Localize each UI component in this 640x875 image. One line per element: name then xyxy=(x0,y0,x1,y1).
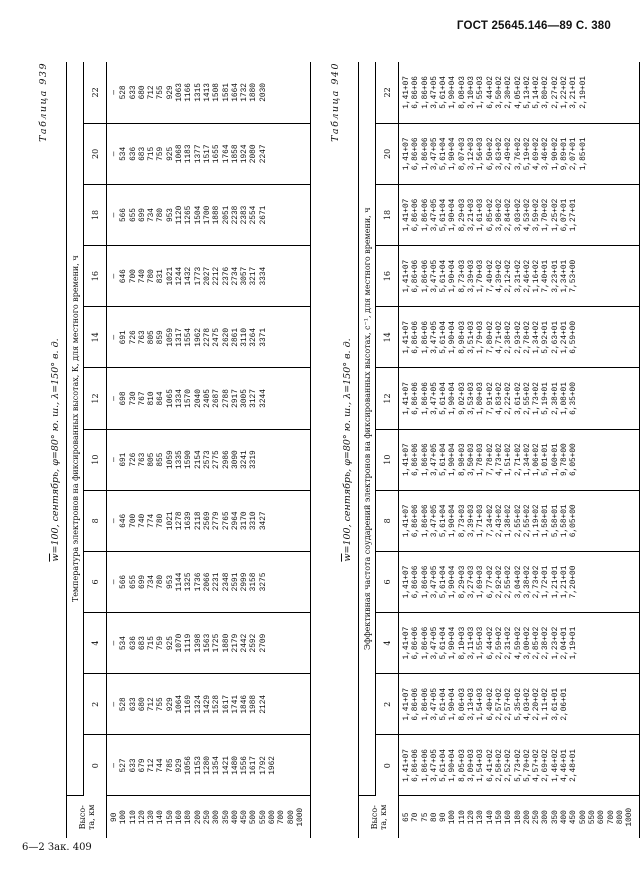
hours-row xyxy=(376,62,399,838)
table-939 xyxy=(66,62,311,838)
table-940 xyxy=(358,62,640,838)
title-w: $\overline{w}$ xyxy=(50,553,61,562)
hour-header: 14 xyxy=(376,307,399,368)
value-column: 1,41+07 6,86+06 1,86+06 3,47+05 5,61+04 1,90+04 8,06+03 3,13+03 1,54+03 6,40+02 2,57+02 2,57+02 5,35+02 4,03+02 2,20+02 1,11+02 3,61+01 2,06+01 xyxy=(399,674,640,735)
value-column: 1,41+07 6,86+06 1,86+06 3,47+05 5,61+04 1,90+04 8,29+03 3,21+03 1,61+03 6,85+02 3,98+02 2,84+02 3,03+02 4,53+02 3,59+02 1,70+02 1,25+02 6,07+01 1,27+01 xyxy=(399,184,640,245)
value-column: — 528 633 680 712 755 929 1063 1166 1315 1413 1508 1581 1664 1732 1880 2030 xyxy=(107,62,311,123)
hour-header: 22 xyxy=(376,62,399,123)
table-row xyxy=(107,62,311,838)
hour-header: 2 xyxy=(376,674,399,735)
table-row xyxy=(399,62,640,838)
value-column: 1,41+07 6,86+06 1,86+06 3,47+05 5,61+04 1,90+04 8,29+03 3,27+03 1,69+03 6,77+02 2,92+02 2,55+02 3,04+02 3,38+02 2,73+02 1,72+01 1,21+01 1,21+01 7,20+00 xyxy=(399,551,640,612)
value-column: — 566 655 699 734 780 953 1144 1325 1736 2066 2231 2348 2591 2999 3158 3275 xyxy=(107,551,311,612)
hour-header: 20 xyxy=(84,123,107,184)
value-column: — 691 726 763 805 859 1059 1317 1554 1962 2278 2475 2620 2861 3110 3264 3371 xyxy=(107,307,311,368)
title-rest: =100, сентябрь, φ=80° ю. ш., λ=150° в. д. xyxy=(342,338,353,554)
title-w: $\overline{w}$ xyxy=(342,553,353,562)
hour-header: 18 xyxy=(84,184,107,245)
table-940-block xyxy=(330,62,635,838)
hour-header: 12 xyxy=(84,368,107,429)
value-column: 1,41+07 6,86+06 1,86+06 3,47+05 5,61+04 1,90+04 8,07+03 3,12+03 1,56+03 6,50+02 3,63+02 2,49+02 3,76+02 5,19+02 4,69+02 3,46+02 1,90+02 9,89+01 2,07+01 1,85+01 xyxy=(399,123,640,184)
hour-header: 18 xyxy=(376,184,399,245)
hour-header: 4 xyxy=(84,613,107,674)
hour-header: 10 xyxy=(84,429,107,490)
value-column: 1,41+07 6,86+06 1,86+06 3,47+05 5,61+04 1,90+04 8,05+03 3,09+03 1,54+03 6,41+02 2,58+02 2,52+02 5,73+02 5,70+02 4,57+02 2,69+02 1,46+02 4,46+01 2,48+01 xyxy=(399,735,640,796)
value-column: 1,41+07 6,86+06 1,86+06 3,47+05 5,61+04 1,90+04 8,10+03 3,11+03 1,55+03 6,44+02 2,59+02 2,31+02 4,59+02 3,00+02 2,85+02 2,38+02 1,23+02 2,04+01 1,19+01 xyxy=(399,613,640,674)
altitude-column: 65 70 75 80 90 100 110 120 130 140 150 160 180 200 250 300 350 400 450 500 550 600 700 800 1000 xyxy=(403,807,635,827)
value-column: 1,41+07 6,86+06 1,86+06 3,47+05 5,61+04 1,90+04 8,98+03 3,50+03 1,78+03 7,78+02 4,73+02 1,51+02 2,71+02 1,34+02 1,06+02 5,01+01 1,60+01 9,78+00 6,05+00 xyxy=(399,429,640,490)
altitude-column: 90 100 110 120 130 140 150 160 180 200 250 300 350 400 450 500 550 600 700 800 1000 xyxy=(111,807,305,827)
hour-header: 6 xyxy=(84,551,107,612)
table-number: Таблица 939 xyxy=(38,62,49,142)
page-header: ГОСТ 25645.146—89 С. 380 xyxy=(456,20,611,32)
hour-header: 4 xyxy=(376,613,399,674)
hour-header: 22 xyxy=(84,62,107,123)
hour-header: 16 xyxy=(376,246,399,307)
value-column: — 691 726 763 805 855 1059 1335 1590 2154 2573 2775 2986 3090 3241 3319 xyxy=(107,429,311,490)
title-rest: =100, сентябрь, φ=80° ю. ш., λ=150° в. д. xyxy=(50,338,61,554)
value-column: — 646 700 740 780 831 1021 1244 1432 1773 2027 2212 2376 2734 3057 3217 3334 xyxy=(107,246,311,307)
alt-header: Высо- та, км xyxy=(359,796,399,838)
hour-header: 0 xyxy=(376,735,399,796)
value-column: — 534 636 683 715 759 925 1068 1183 1377 1517 1655 1764 1858 1924 2080 2247 xyxy=(107,123,311,184)
hour-header: 10 xyxy=(376,429,399,490)
rotated-page-content xyxy=(38,62,635,838)
value-column: — 646 700 740 774 780 1021 1278 1639 2118 2569 2779 2765 2964 3170 3310 3427 xyxy=(107,490,311,551)
hour-header: 16 xyxy=(84,246,107,307)
value-column: 1,41+07 6,86+06 1,86+06 3,47+05 5,61+04 1,90+04 8,73+03 3,39+03 1,71+03 7,34+02 2,43+02 1,38+02 2,55+02 2,55+02 1,19+02 1,58+01 5,58+01 1,58+01 6,05+00 xyxy=(399,490,640,551)
hour-header: 6 xyxy=(376,551,399,612)
hour-header: 8 xyxy=(84,490,107,551)
hour-header: 20 xyxy=(376,123,399,184)
value-column: — 534 636 683 715 759 925 1070 1119 1398 1563 1725 1880 2179 2442 2592 2709 xyxy=(107,613,311,674)
value-column: 1,41+07 6,86+06 1,86+06 3,47+05 5,61+04 1,90+04 8,08+03 3,10+03 1,55+03 6,44+02 3,50+02 2,30+02 4,05+02 5,13+02 5,14+02 3,80+02 2,27+02 1,22+02 3,21+01 2,19+01 xyxy=(399,62,640,123)
hour-header: 2 xyxy=(84,674,107,735)
value-column: 1,41+07 6,86+06 1,86+06 3,47+05 5,61+04 1,90+04 8,73+03 3,39+03 1,70+03 7,40+02 4,39+02 2,12+02 3,31+02 2,46+02 1,16+02 7,40+01 3,23+01 1,34+01 7,53+00 xyxy=(399,246,640,307)
hour-header: 8 xyxy=(376,490,399,551)
page-footer: 6—2 Зак. 409 xyxy=(22,842,92,853)
value-column: — 566 655 699 734 780 953 1120 1265 1504 1700 1888 2051 2238 2383 2554 2671 xyxy=(107,184,311,245)
table-939-block xyxy=(40,62,316,838)
hour-header: 14 xyxy=(84,307,107,368)
hour-header: 0 xyxy=(84,735,107,796)
value-column: 1,41+07 6,86+06 1,86+06 3,47+05 5,61+04 1,90+04 8,98+03 3,51+03 1,79+03 7,80+02 4,71+02 2,38+02 2,93+02 2,78+02 1,34+02 5,92+01 2,63+01 1,24+01 6,59+00 xyxy=(399,307,640,368)
value-column: — 528 633 680 712 755 929 1064 1169 1324 1429 1528 1617 1741 1846 1988 2124 xyxy=(107,674,311,735)
value-column: — 698 730 767 810 864 1065 1334 1570 2040 2405 2687 2788 2917 3005 3127 3244 xyxy=(107,368,311,429)
hours-row xyxy=(84,62,107,838)
table-title xyxy=(50,62,61,838)
param-header: Температура электронов на фиксированных высотах, К, для местного времени, ч xyxy=(67,62,84,796)
alt-header: Высо- та, км xyxy=(67,796,107,838)
param-header: Эффективная частота соударений электронов на фиксированных высотах, с⁻¹, для местного времени, ч xyxy=(359,62,376,796)
value-column: — 527 633 679 712 744 785 929 1056 1153 1280 1354 1421 1480 1556 1617 1792 1962 xyxy=(107,735,311,796)
value-column: 1,41+07 6,86+06 1,86+06 3,47+05 5,61+04 1,90+04 9,02+03 3,53+03 1,80+03 7,91+02 4,83+02 2,22+02 3,61+02 2,55+02 1,73+02 5,19+01 2,38+01 1,08+01 6,35+00 xyxy=(399,368,640,429)
hour-header: 12 xyxy=(376,368,399,429)
table-number: Таблица 940 xyxy=(330,62,341,142)
table-title xyxy=(342,62,353,838)
